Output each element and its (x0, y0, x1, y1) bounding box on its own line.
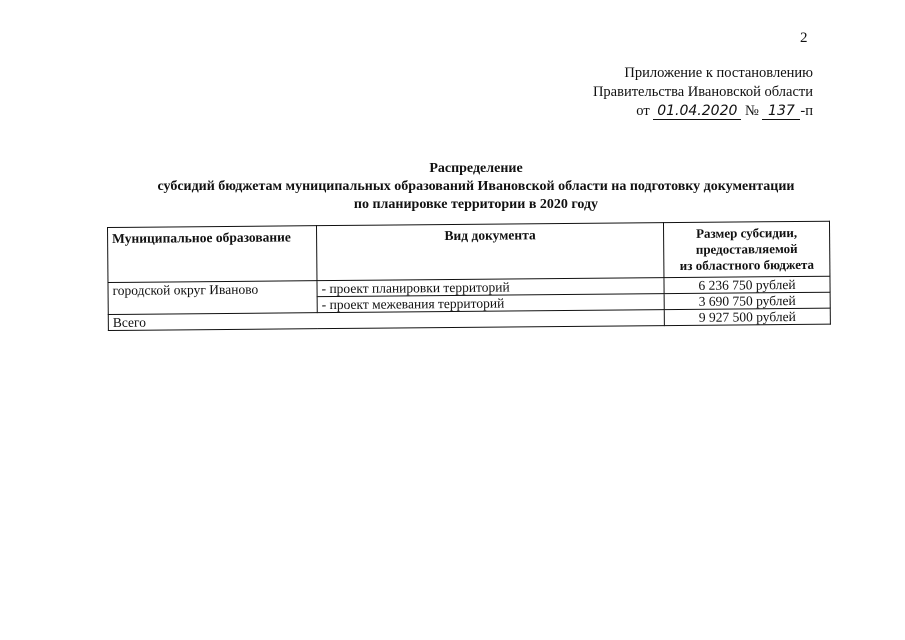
row-doc-type: - проект планировки территорий (317, 278, 664, 297)
header-doc-type: Вид документа (316, 223, 663, 281)
appendix-suffix: -п (800, 103, 813, 119)
document-title (100, 160, 852, 214)
header-municipality: Муниципальное образование (108, 226, 317, 283)
distribution-table (107, 221, 831, 331)
total-label: Всего (108, 310, 664, 331)
page-number: 2 (800, 30, 808, 46)
header-amount (663, 221, 829, 277)
appendix-number: 137 (762, 104, 800, 120)
appendix-number-sign: № (744, 103, 759, 119)
appendix-date-line (593, 102, 813, 121)
table-header-row (108, 221, 830, 282)
header-amount-line-2: предоставляемой (695, 240, 798, 257)
appendix-line-1: Приложение к постановлению (624, 65, 813, 81)
row-amount: 3 690 750 рублей (664, 292, 830, 309)
title-line-3: по планировке территории в 2020 году (353, 197, 599, 212)
appendix-date: 01.04.2020 (653, 104, 741, 120)
row-doc-type: - проект межевания территорий (317, 294, 664, 313)
row-amount: 6 236 750 рублей (664, 276, 830, 293)
appendix-line-2: Правительства Ивановской области (592, 84, 813, 100)
appendix-from-prefix: от (636, 103, 650, 119)
appendix-header (593, 64, 813, 121)
title-line-2: субсидий бюджетам муниципальных образований Ивановской области на подготовку документации (157, 179, 795, 194)
row-municipality: городской округ Иваново (108, 281, 317, 315)
header-amount-line-3: из областного бюджета (679, 256, 815, 274)
title-line-1: Распределение (429, 161, 523, 176)
header-amount-line-1: Размер субсидии, (695, 224, 798, 241)
total-amount: 9 927 500 рублей (664, 308, 830, 325)
